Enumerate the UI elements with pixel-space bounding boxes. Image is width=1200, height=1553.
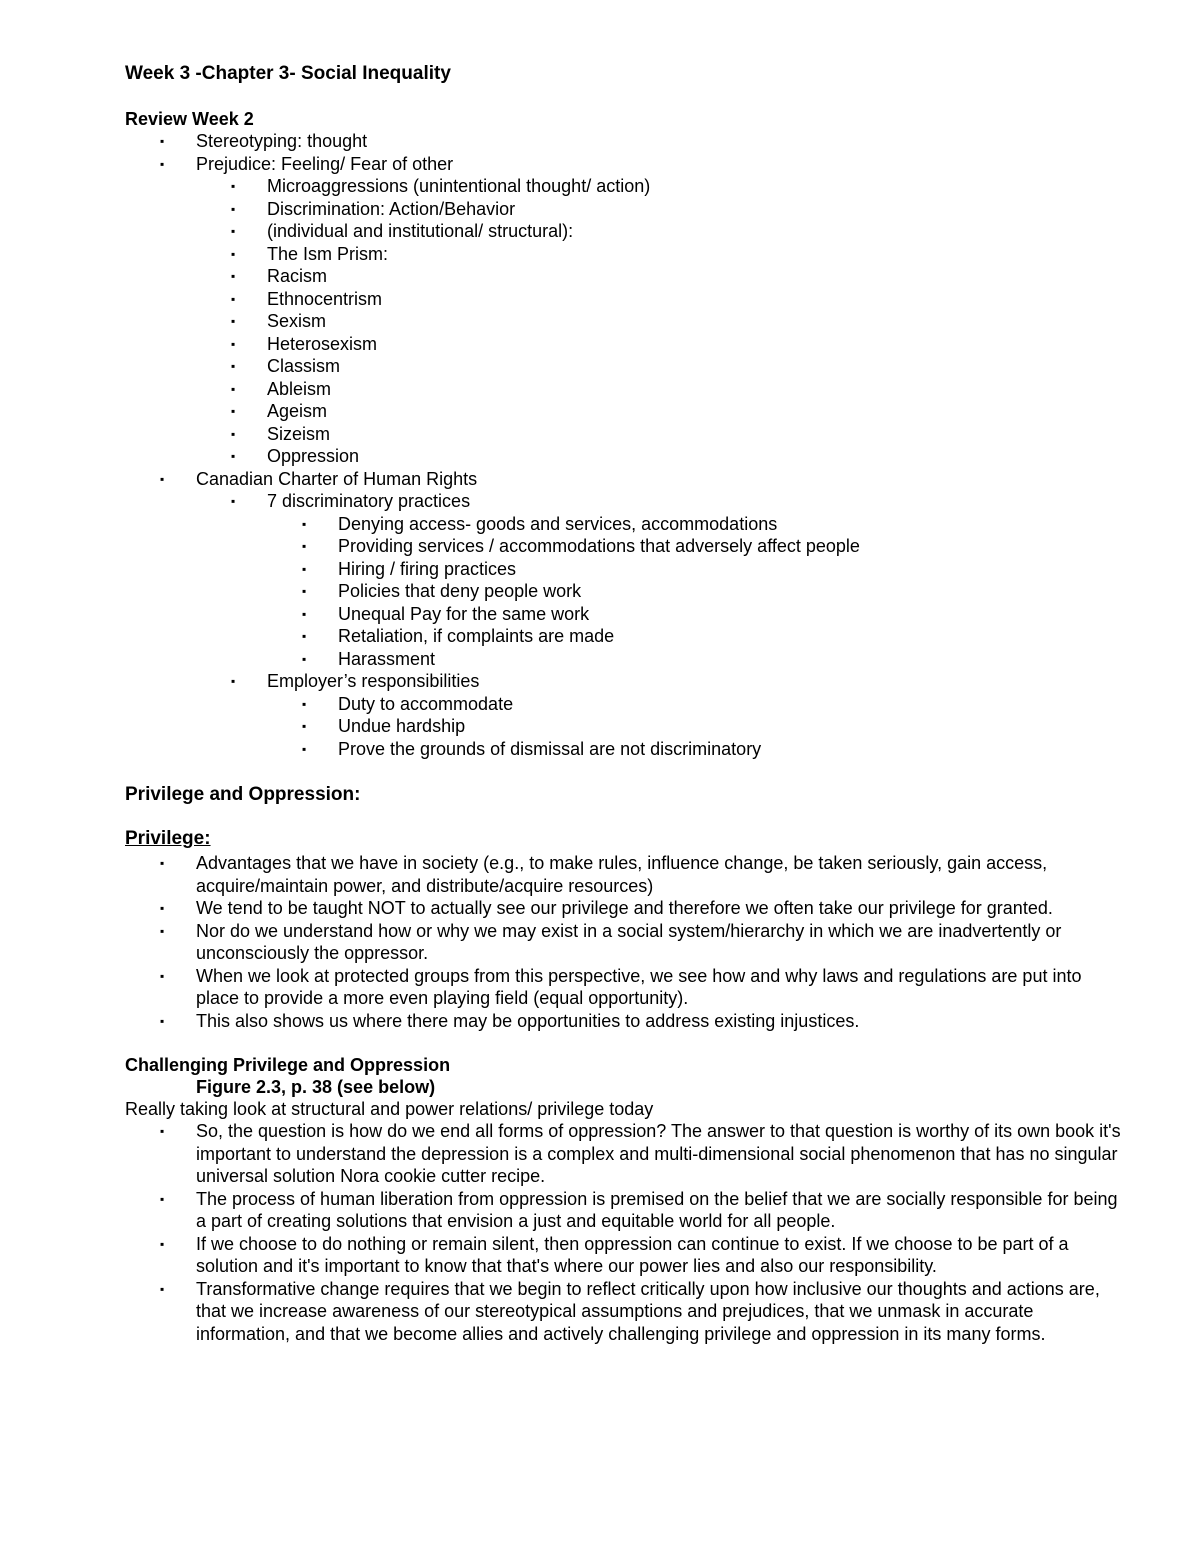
bullet-icon: ▪ — [160, 856, 165, 870]
list-item — [125, 920, 1125, 965]
bullet-icon: ▪ — [231, 381, 236, 396]
privilege-heading: Privilege: — [125, 828, 211, 849]
bullet-icon: ▪ — [302, 561, 307, 576]
bullet-icon: ▪ — [160, 1281, 165, 1296]
list-item — [125, 333, 1125, 356]
bullet-icon: ▪ — [160, 156, 165, 171]
list-item-text: The process of human liberation from oppression is premised on the belief that we are socially responsible for being a part of creating solutions that envision a just and equitable world for all people. — [196, 1188, 1118, 1231]
list-item — [125, 558, 1125, 581]
list-item-text: Duty to accommodate — [338, 693, 514, 714]
list-item-text: Unequal Pay for the same work — [338, 603, 590, 624]
bullet-icon: ▪ — [302, 741, 307, 756]
list-item-text: Ableism — [267, 378, 332, 399]
list-item-text: Transformative change requires that we begin to reflect critically upon how inclusive our thoughts and actions are, that we increase awareness of our stereotypical assumptions and prejudices, that we unmask in accurate information, and that we become allies and actively challenging privilege and oppression in its many forms. — [196, 1278, 1100, 1344]
challenging-heading: Challenging Privilege and Oppression — [125, 1055, 451, 1075]
list-item-text: If we choose to do nothing or remain silent, then oppression can continue to exist. If we choose to be part of a solution and it's important to know that that's where our power lies and also our responsibility. — [196, 1233, 1069, 1276]
bullet-icon: ▪ — [231, 674, 236, 688]
bullet-icon: ▪ — [231, 179, 236, 193]
list-item-text: 7 discriminatory practices — [267, 491, 471, 511]
list-item-text: The Ism Prism: — [267, 243, 389, 264]
list-item — [125, 153, 1125, 176]
list-item-text: Stereotyping: thought — [196, 131, 368, 151]
list-item-text: Racism — [267, 266, 328, 286]
review-list — [125, 130, 1125, 760]
list-item-text: Denying access- goods and services, accommodations — [338, 513, 778, 534]
list-item-text: Retaliation, if complaints are made — [338, 626, 615, 646]
bullet-icon: ▪ — [231, 404, 236, 418]
challenging-intro: Really taking look at structural and power relations/ privilege today — [125, 1099, 654, 1119]
list-item — [125, 715, 1125, 738]
list-item-text: Employer’s responsibilities — [267, 671, 480, 691]
spacer — [125, 760, 1125, 782]
spacer — [125, 808, 1125, 826]
list-item-text: Providing services / accommodations that adversely affect people — [338, 536, 860, 556]
bullet-icon: ▪ — [302, 516, 307, 531]
list-item-text: Classism — [267, 356, 341, 376]
document-page — [125, 60, 1125, 1345]
bullet-icon: ▪ — [160, 1236, 165, 1251]
list-item — [125, 513, 1125, 536]
bullet-icon: ▪ — [231, 246, 236, 261]
list-item-text: Oppression — [267, 446, 360, 466]
list-item — [125, 400, 1125, 423]
list-item — [125, 378, 1125, 401]
list-item-text: (individual and institutional/ structural): — [267, 221, 574, 241]
list-item-text: Undue hardship — [338, 716, 466, 736]
list-item — [125, 738, 1125, 761]
list-item — [125, 535, 1125, 558]
list-item-text: Prejudice: Feeling/ Fear of other — [196, 153, 454, 174]
bullet-icon: ▪ — [302, 719, 307, 733]
list-item — [125, 648, 1125, 671]
list-item — [125, 1233, 1125, 1278]
bullet-icon: ▪ — [160, 1191, 165, 1206]
list-item — [125, 265, 1125, 288]
list-item — [125, 1010, 1125, 1033]
list-item — [125, 1188, 1125, 1233]
list-item — [125, 288, 1125, 311]
list-item-text: So, the question is how do we end all forms of oppression? The answer to that question is worthy of its own book it's important to understand the depression is a complex and multi-dimensional social phenomenon that has no singular universal solution Nora cookie cutter recipe. — [196, 1121, 1121, 1186]
review-heading: Review Week 2 — [125, 109, 254, 129]
bullet-icon: ▪ — [160, 134, 165, 148]
list-item — [125, 603, 1125, 626]
bullet-icon: ▪ — [231, 359, 236, 373]
list-item — [125, 355, 1125, 378]
list-item-text: Microaggressions (unintentional thought/ action) — [267, 176, 651, 196]
challenging-list — [125, 1120, 1125, 1345]
list-item-text: Nor do we understand how or why we may exist in a social system/hierarchy in which we are inadvertently or unconsciously the oppressor. — [196, 920, 1062, 963]
spacer — [125, 1032, 1125, 1054]
list-item — [125, 198, 1125, 221]
list-item — [125, 130, 1125, 153]
list-item — [125, 243, 1125, 266]
document-title: Week 3 -Chapter 3- Social Inequality — [125, 63, 451, 84]
list-item-text: Policies that deny people work — [338, 581, 582, 601]
list-item — [125, 220, 1125, 243]
list-item — [125, 897, 1125, 920]
list-item — [125, 580, 1125, 603]
list-item — [125, 175, 1125, 198]
list-item-text: Prove the grounds of dismissal are not discriminatory — [338, 738, 762, 759]
privilege-list — [125, 852, 1125, 1032]
list-item-text: Sexism — [267, 311, 327, 331]
list-item — [125, 1278, 1125, 1346]
bullet-icon: ▪ — [160, 968, 165, 983]
bullet-icon: ▪ — [302, 696, 307, 711]
list-item-text: Canadian Charter of Human Rights — [196, 468, 478, 489]
list-item-text: Discrimination: Action/Behavior — [267, 198, 516, 219]
spacer — [125, 88, 1125, 108]
list-item — [125, 310, 1125, 333]
privilege-oppression-heading: Privilege and Oppression: — [125, 784, 361, 805]
list-item-text: Heterosexism — [267, 333, 378, 354]
bullet-icon: ▪ — [160, 1013, 165, 1028]
bullet-icon: ▪ — [231, 201, 236, 216]
bullet-icon: ▪ — [302, 651, 307, 666]
list-item — [125, 468, 1125, 491]
bullet-icon: ▪ — [231, 494, 236, 508]
bullet-icon: ▪ — [231, 224, 236, 238]
figure-reference: Figure 2.3, p. 38 (see below) — [196, 1077, 436, 1097]
list-item-text: When we look at protected groups from this perspective, we see how and why laws and regulations are put into place to provide a more even playing field (equal opportunity). — [196, 965, 1082, 1008]
list-item-text: Sizeism — [267, 423, 331, 444]
list-item — [125, 423, 1125, 446]
list-item-text: This also shows us where there may be opportunities to address existing injustices. — [196, 1010, 860, 1031]
bullet-icon: ▪ — [160, 901, 165, 915]
list-item — [125, 490, 1125, 513]
list-item — [125, 965, 1125, 1010]
bullet-icon: ▪ — [231, 269, 236, 283]
list-item — [125, 670, 1125, 693]
list-item — [125, 1120, 1125, 1188]
bullet-icon: ▪ — [231, 314, 236, 328]
bullet-icon: ▪ — [231, 426, 236, 441]
bullet-icon: ▪ — [302, 629, 307, 643]
list-item-text: Ethnocentrism — [267, 288, 383, 309]
list-item — [125, 693, 1125, 716]
bullet-icon: ▪ — [302, 539, 307, 553]
bullet-icon: ▪ — [160, 923, 165, 938]
list-item — [125, 852, 1125, 897]
list-item — [125, 445, 1125, 468]
list-item-text: We tend to be taught NOT to actually see our privilege and therefore we often take our privilege for granted. — [196, 898, 1053, 918]
list-item-text: Hiring / firing practices — [338, 558, 517, 579]
list-item-text: Advantages that we have in society (e.g., to make rules, influence change, be taken seriously, gain access, acquire/maintain power, and distribute/acquire resources) — [196, 853, 1048, 896]
bullet-icon: ▪ — [231, 336, 236, 351]
bullet-icon: ▪ — [231, 449, 236, 463]
list-item-text: Harassment — [338, 648, 436, 669]
bullet-icon: ▪ — [302, 584, 307, 598]
bullet-icon: ▪ — [231, 291, 236, 306]
bullet-icon: ▪ — [160, 471, 165, 486]
bullet-icon: ▪ — [302, 606, 307, 621]
bullet-icon: ▪ — [160, 1124, 165, 1138]
list-item — [125, 625, 1125, 648]
list-item-text: Ageism — [267, 401, 328, 421]
